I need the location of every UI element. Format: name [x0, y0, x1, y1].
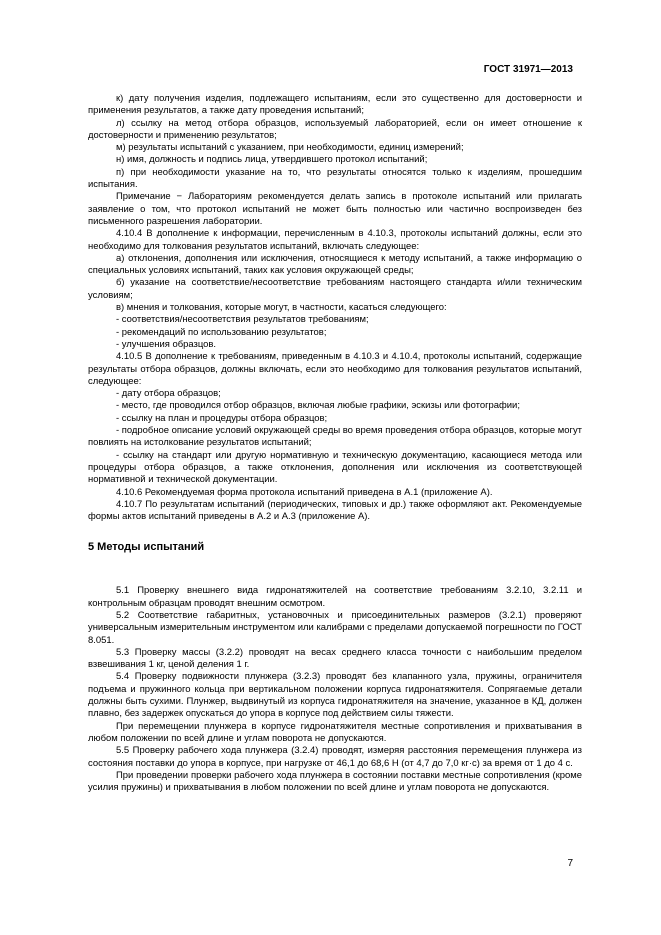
bullet-item: - соответствия/несоответствия результатов требованиям;: [116, 314, 369, 326]
clause-4-10-5: 4.10.5 В дополнение к требованиям, приведенным в 4.10.3 и 4.10.4, протоколы испытаний, содержащие результаты отбора образцов, должны включать, если это необходимо для толкования результатов испытаний, следующее:: [88, 351, 582, 387]
paragraph: При проведении проверки рабочего хода плунжера в состоянии поставки местные сопротивления (кроме усилия пружины) и прихватывания в любом положении по всей длине и углам поворота не допускаются.: [88, 769, 582, 794]
list-item-m: м) результаты испытаний с указанием, при необходимости, единиц измерений;: [116, 142, 464, 154]
section-heading: 5 Методы испытаний: [88, 541, 205, 554]
clause-4-10-7: 4.10.7 По результатам испытаний (периодических, типовых и др.) также оформляют акт. Рекомендуемые формы актов испытаний приведены в А.2 и А.3 (приложение А).: [88, 498, 582, 523]
list-item-p: п) при необходимости указание на то, что результаты относятся только к изделиям, прошедшим испытания.: [88, 166, 582, 191]
page-number: 7: [567, 858, 573, 869]
list-item-l: л) ссылку на метод отбора образцов, используемый лабораторией, если он имеет отношение к достоверности и применению результатов;: [88, 117, 582, 141]
clause-5-1: 5.1 Проверку внешнего вида гидронатяжителей на соответствие требованиям 3.2.10, 3.2.11 и контрольным образцам проводят внешним осмотром.: [88, 585, 582, 609]
bullet-item: - место, где проводился отбор образцов, включая любые графики, эскизы или фотографии;: [116, 400, 520, 412]
clause-5-4: 5.4 Проверку подвижности плунжера (3.2.3) проводят без клапанного узла, пружины, ограничителя подъема и пружинного кольца при вертикальном положении корпуса гидронатяжителя. Сопрягаемые детали должны быть сухими. Плунжер, выдвинутый из корпуса гидронатяжителя на значение, указанное в КД, должен плавно, без задержек опускаться до упора в корпусе под действием силы тяжести.: [88, 671, 582, 720]
clause-4-10-6: 4.10.6 Рекомендуемая форма протокола испытаний приведена в А.1 (приложение А).: [116, 486, 493, 498]
bullet-item: - ссылку на план и процедуры отбора образцов;: [116, 412, 328, 424]
list-item-k: к) дату получения изделия, подлежащего испытаниям, если это существенно для достоверности и применения результатов, а также дату проведения испытаний;: [88, 93, 582, 117]
clause-5-5: 5.5 Проверку рабочего хода плунжера (3.2.4) проводят, измеряя расстояния перемещения плунжера из состояния поставки до упора в корпусе, при нагрузке от 46,1 до 68,6 Н (от 4,7 до 7,0 кг·с) за время от 1 до 4 с.: [88, 745, 582, 769]
bullet-item: - ссылку на стандарт или другую нормативную и техническую документацию, касающиеся метода или процедуры отбора образцов, а также отклонения, дополнения или исключения из соответствующей нормативной и технической документации.: [88, 449, 582, 486]
list-item-b: б) указание на соответствие/несоответствие требованиям настоящего стандарта и/или техническим условиям;: [88, 277, 582, 301]
clause-5-2: 5.2 Соответствие габаритных, установочных и присоединительных размеров (3.2.1) проверяют универсальным измерительным инструментом или калибрами с пределами допускаемой погрешности по ГОСТ 8.051.: [88, 609, 582, 646]
bullet-item: - улучшения образцов.: [116, 338, 217, 350]
paragraph: При перемещении плунжера в корпусе гидронатяжителя местные сопротивления и прихватывания в любом положении по всей длине и углам поворота не допускаются.: [88, 720, 582, 744]
list-item-v: в) мнения и толкования, которые могут, в частности, касаться следующего:: [116, 302, 447, 314]
list-item-n: н) имя, должность и подпись лица, утвердившего протокол испытаний;: [116, 154, 428, 166]
page-content: [88, 93, 582, 794]
list-item-a: а) отклонения, дополнения или исключения, относящиеся к методу испытаний, а также информацию о специальных условиях испытаний, таких как условия окружающей среды;: [88, 252, 582, 277]
clause-4-10-4: 4.10.4 В дополнение к информации, перечисленным в 4.10.3, протоколы испытаний должны, если это необходимо для толкования результатов испытаний, включать следующее:: [88, 228, 582, 252]
bullet-item: - дату отбора образцов;: [116, 388, 221, 400]
bullet-item: - рекомендаций по использованию результатов;: [116, 326, 327, 338]
note-paragraph: Примечание − Лабораториям рекомендуется делать запись в протоколе испытаний или прилагать заявление о том, что протокол испытаний не может быть полностью или частично воспроизведен без письменного разрешения лаборатории.: [88, 191, 582, 227]
bullet-item: - подробное описание условий окружающей среды во время проведения отбора образцов, которые могут повлиять на истолкование результатов испытаний;: [88, 425, 582, 449]
clause-5-3: 5.3 Проверку массы (3.2.2) проводят на весах среднего класса точности с наибольшим пределом взвешивания 1 кг, ценой деления 1 г.: [88, 646, 582, 671]
document-code: ГОСТ 31971—2013: [483, 64, 573, 75]
